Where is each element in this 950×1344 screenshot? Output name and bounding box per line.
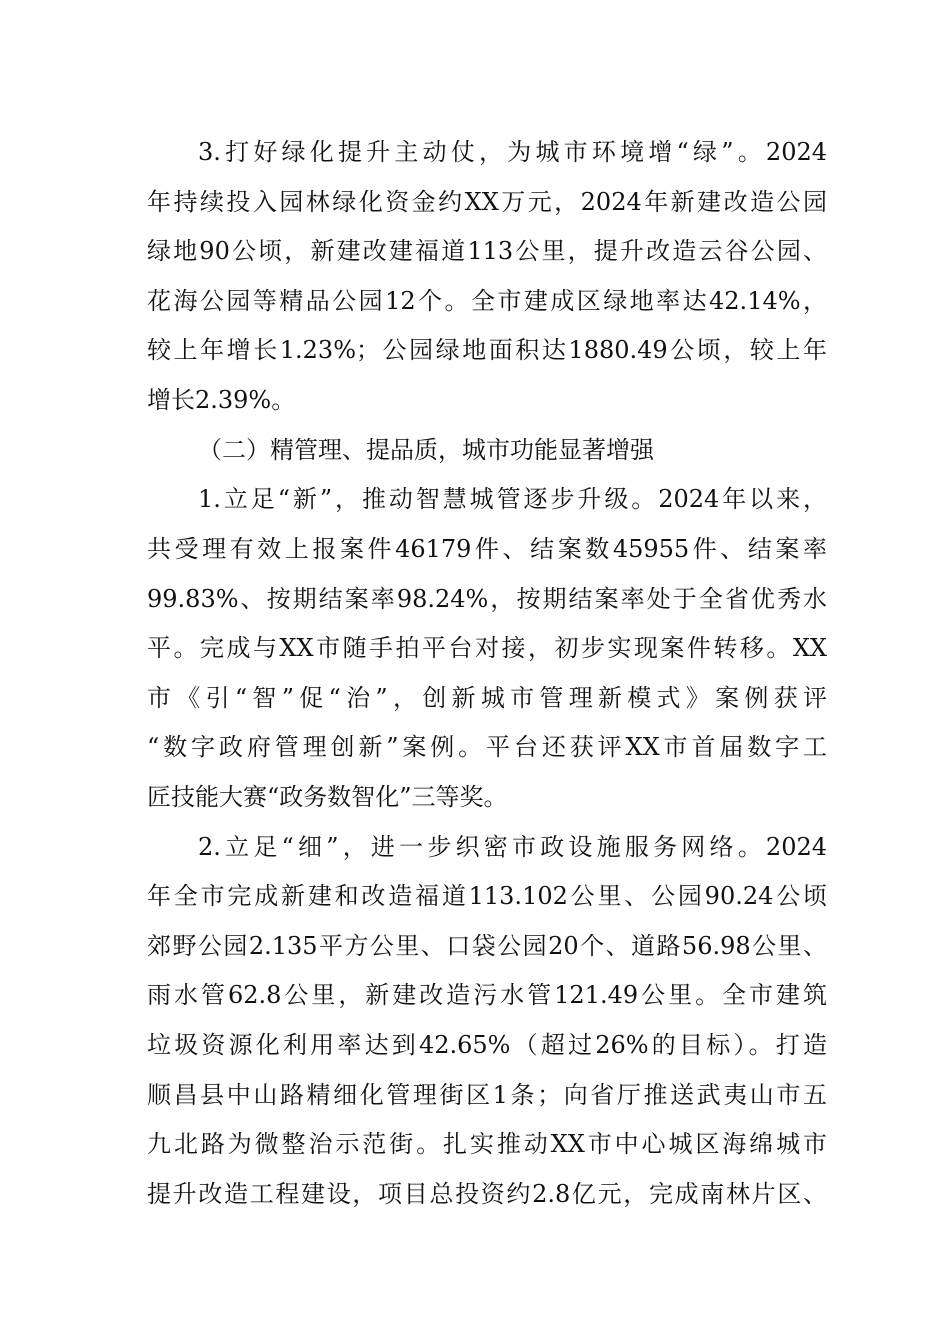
paragraph-line: 3.打好绿化提升主动仗，为城市环境增“绿”。2024	[198, 138, 827, 166]
paragraph-line: 99.83%、按期结案率98.24%，按期结案率处于全省优秀水	[147, 585, 827, 613]
paragraph-line: 提升改造工程建设，项目总投资约2.8亿元，完成南林片区、	[147, 1180, 827, 1208]
section-heading: （二）精管理、提品质，城市功能显著增强	[198, 436, 654, 464]
paragraph-line: 九北路为微整治示范街。扎实推动XX市中心城区海绵城市	[147, 1130, 827, 1158]
paragraph-line: 年持续投入园林绿化资金约XX万元，2024年新建改造公园	[147, 188, 827, 216]
paragraph-line: 垃圾资源化利用率达到42.65%（超过26%的目标）。打造	[147, 1031, 827, 1059]
paragraph-line-last: 增长2.39%。	[147, 386, 296, 414]
paragraph-line: 平。完成与XX市随手拍平台对接，初步实现案件转移。XX	[147, 634, 827, 662]
paragraph-line: 花海公园等精品公园12个。全市建成区绿地率达42.14%，	[147, 287, 827, 315]
paragraph-line: 顺昌县中山路精细化管理街区1条；向省厅推送武夷山市五	[147, 1081, 827, 1109]
paragraph-line: 市《引“智”促“治”，创新城市管理新模式》案例获评	[147, 684, 827, 712]
paragraph-line: 绿地90公顷，新建改建福道113公里，提升改造云谷公园、	[147, 237, 827, 265]
paragraph-line: 雨水管62.8公里，新建改造污水管121.49公里。全市建筑	[147, 981, 827, 1009]
paragraph-line: “数字政府管理创新”案例。平台还获评XX市首届数字工	[147, 733, 827, 761]
paragraph-line: 1.立足“新”，推动智慧城管逐步升级。2024年以来，	[198, 485, 827, 513]
paragraph-line-last: 匠技能大赛“政务数智化”三等奖。	[147, 783, 508, 811]
paragraph-line: 年全市完成新建和改造福道113.102公里、公园90.24公顷	[147, 882, 827, 910]
paragraph-line: 2.立足“细”，进一步织密市政设施服务网络。2024	[198, 833, 827, 861]
paragraph-line: 郊野公园2.135平方公里、口袋公园20个、道路56.98公里、	[147, 932, 827, 960]
paragraph-line: 共受理有效上报案件46179件、结案数45955件、结案率	[147, 535, 827, 563]
paragraph-line: 较上年增长1.23%；公园绿地面积达1880.49公顷，较上年	[147, 336, 827, 364]
